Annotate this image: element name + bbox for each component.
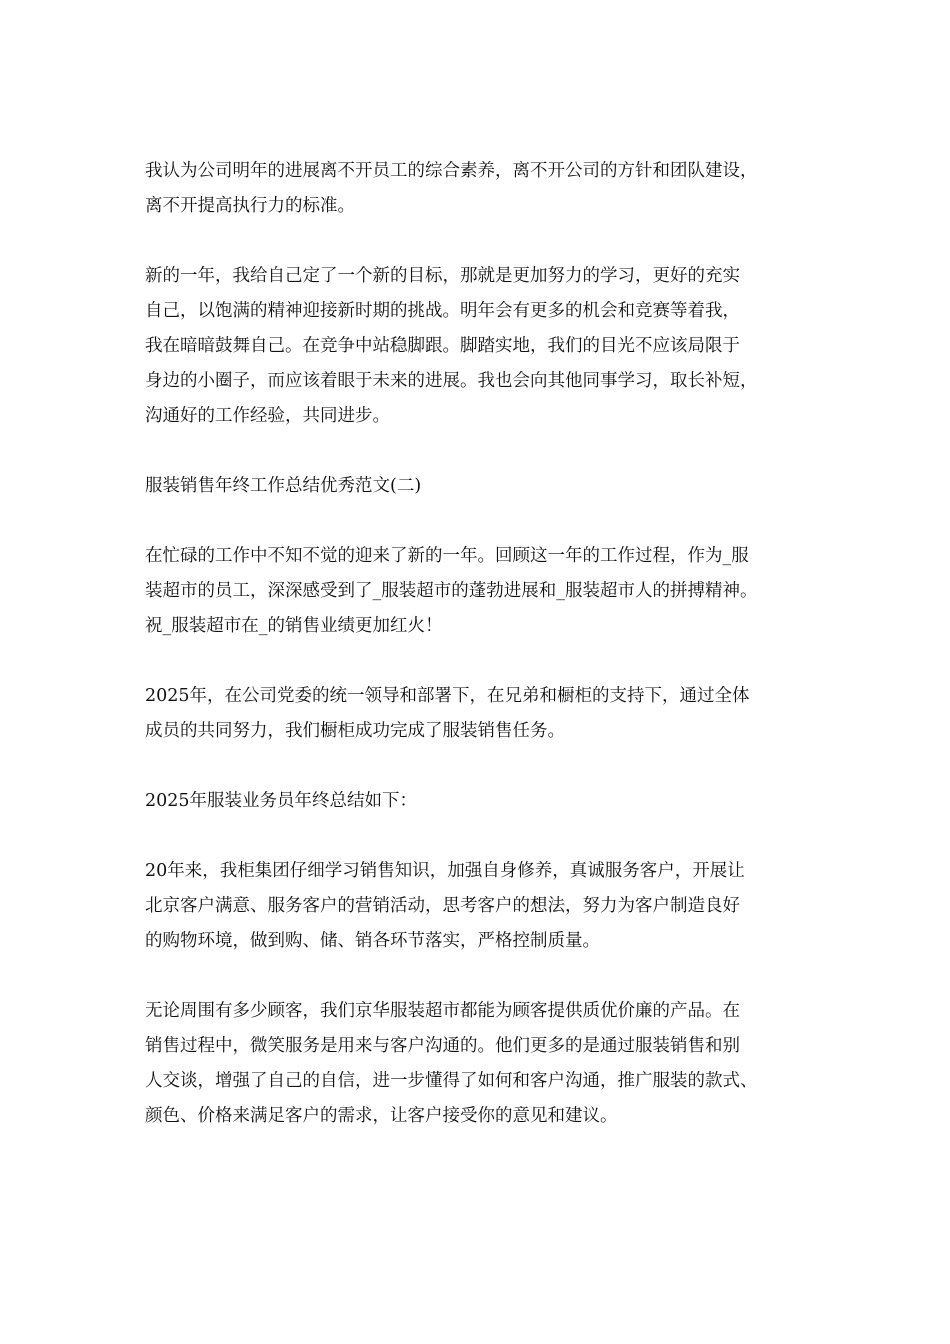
paragraph-5: 2025年服装业务员年终总结如下： (145, 791, 418, 811)
paragraph-6: 20年来，我柜集团仔细学习销售知识，加强自身修养，真诚服务客户，开展让 北京客户满意、服务客户的营销活动，思考客户的想法，努力为客户制造良好 的购物环境，做到购、储、销各环节落实，严格控制质量。 (145, 861, 745, 951)
paragraph-7: 无论周围有多少顾客，我们京华服装超市都能为顾客提供质优价廉的产品。在 销售过程中，微笑服务是用来与客户沟通的。他们更多的是通过服装销售和别 人交谈，增强了自己的自信，进一步懂得了如何和客户沟通，推广服装的款式、 颜色、价格来满足客户的需求，让客户接受你的意见和建议。 (145, 1001, 758, 1126)
paragraph-1: 我认为公司明年的进展离不开员工的综合素养，离不开公司的方针和团队建设， 离不开提高执行力的标准。 (145, 161, 758, 216)
document-body (145, 154, 815, 1169)
paragraph-2: 新的一年，我给自己定了一个新的目标，那就是更加努力的学习，更好的充实 自己，以饱满的精神迎接新时期的挑战。明年会有更多的机会和竞赛等着我， 我在暗暗鼓舞自己。在竞争中站稳脚跟。脚踏实地，我们的目光不应该局限于 身边的小圈子，而应该着眼于未来的进展。我也会向其他同事学习，取长补短， 沟通好的工作经验，共同进步。 (145, 266, 758, 426)
section-heading: 服装销售年终工作总结优秀范文(二) (145, 476, 422, 496)
paragraph-3: 在忙碌的工作中不知不觉的迎来了新的一年。回顾这一年的工作过程，作为_服 装超市的员工，深深感受到了_服装超市的蓬勃进展和_服装超市人的拼搏精神。 祝_服装超市在_的销售业绩更加红火！ (145, 546, 758, 636)
paragraph-4: 2025年，在公司党委的统一领导和部署下，在兄弟和橱柜的支持下，通过全体 成员的共同努力，我们橱柜成功完成了服装销售任务。 (145, 686, 750, 741)
